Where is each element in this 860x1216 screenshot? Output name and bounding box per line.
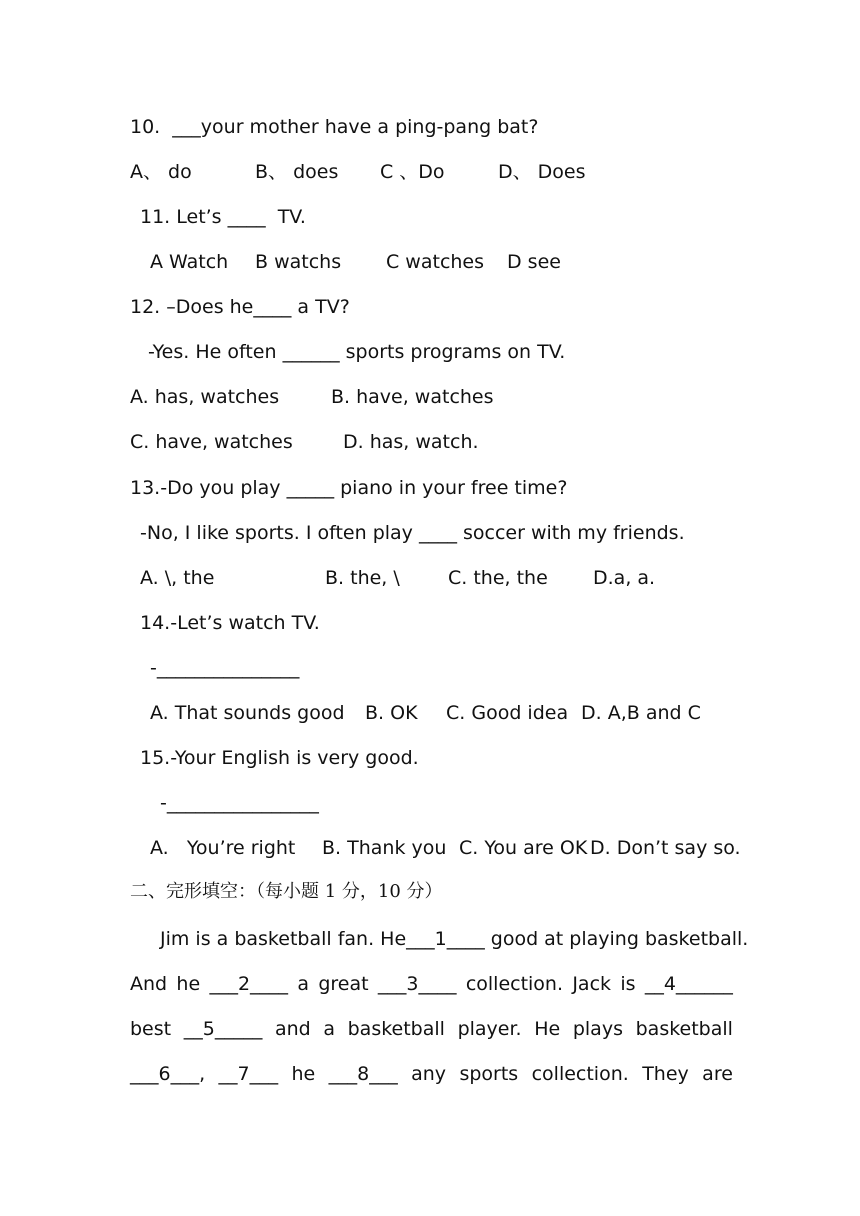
- passage-blank-6: ___6___,: [130, 1063, 206, 1085]
- question-12-option-a: A. has, watches: [130, 386, 280, 408]
- question-13-option-a: A. \, the: [140, 567, 215, 589]
- passage-word: are: [702, 1063, 733, 1085]
- passage-word: They: [642, 1063, 689, 1085]
- passage-word: a: [297, 973, 310, 995]
- section-2-heading: 二、完形填空：（每小题 1 分，10 分）: [130, 881, 443, 902]
- passage-word: basketball: [347, 1018, 445, 1040]
- question-12-option-c: C. have, watches: [130, 431, 293, 453]
- question-12-stem: 12. –Does he____ a TV?: [130, 296, 350, 318]
- question-14-option-d: D. A,B and C: [581, 702, 701, 724]
- question-14-answer-line: -_______________: [150, 657, 300, 679]
- passage-word: sports: [459, 1063, 519, 1085]
- passage-word: He: [534, 1018, 561, 1040]
- question-10-option-a: A、 do: [130, 161, 192, 183]
- question-10-stem: 10. ___your mother have a ping-pang bat?: [130, 116, 539, 138]
- question-12-response: -Yes. He often ______ sports programs on TV.: [148, 341, 566, 363]
- passage-word: player.: [457, 1018, 522, 1040]
- question-15-option-d: D. Don’t say so.: [590, 837, 741, 859]
- passage-blank-4: __4______: [644, 973, 733, 995]
- question-10-option-c: C 、Do: [380, 161, 445, 183]
- passage-word: collection.: [531, 1063, 629, 1085]
- passage-line-2: [130, 972, 733, 996]
- question-13-stem: 13.-Do you play _____ piano in your free time?: [130, 477, 568, 499]
- question-11-option-c: C watches: [386, 251, 485, 273]
- passage-word: basketball: [635, 1018, 733, 1040]
- question-11-stem: 11. Let’s ____ TV.: [140, 206, 306, 228]
- passage-blank-5: __5_____: [183, 1018, 263, 1040]
- question-14-stem: 14.-Let’s watch TV.: [140, 612, 320, 634]
- passage-word: collection.: [465, 973, 564, 995]
- question-15-stem: 15.-Your English is very good.: [140, 747, 419, 769]
- passage-word: he: [291, 1063, 316, 1085]
- passage-line-1: Jim is a basketball fan. He___1____ good at playing basketball.: [160, 928, 749, 950]
- passage-word: any: [411, 1063, 447, 1085]
- question-11-option-a: A Watch: [150, 251, 229, 273]
- passage-word: great: [318, 973, 369, 995]
- passage-word: he: [176, 973, 201, 995]
- passage-word: Jack: [572, 973, 612, 995]
- question-13-option-d: D.a, a.: [593, 567, 656, 589]
- question-12-option-d: D. has, watch.: [343, 431, 479, 453]
- passage-word: and: [274, 1018, 311, 1040]
- passage-line-4: [130, 1062, 733, 1086]
- question-14-option-b: B. OK: [365, 702, 418, 724]
- question-15-option-c: C. You are OK: [459, 837, 588, 859]
- question-15-option-a: A. You’re right: [150, 837, 296, 859]
- passage-word: a: [323, 1018, 335, 1040]
- passage-word: plays: [572, 1018, 623, 1040]
- question-13-option-b: B. the, \: [325, 567, 400, 589]
- question-11-option-b: B watchs: [255, 251, 342, 273]
- passage-word: best: [130, 1018, 172, 1040]
- question-15-answer-line: -________________: [160, 792, 319, 814]
- passage-word: And: [130, 973, 168, 995]
- question-14-option-c: C. Good idea: [446, 702, 569, 724]
- question-13-response: -No, I like sports. I often play ____ soccer with my friends.: [140, 522, 685, 544]
- question-10-option-b: B、 does: [255, 161, 339, 183]
- passage-blank-8: ___8___: [328, 1063, 398, 1085]
- question-13-option-c: C. the, the: [448, 567, 548, 589]
- question-15-option-b: B. Thank you: [322, 837, 447, 859]
- passage-blank-3: ___3____: [377, 973, 457, 995]
- passage-blank-2: ___2____: [209, 973, 289, 995]
- question-12-option-b: B. have, watches: [331, 386, 494, 408]
- question-11-option-d: D see: [507, 251, 561, 273]
- question-10-option-d: D、 Does: [498, 161, 586, 183]
- passage-line-3: [130, 1017, 733, 1041]
- passage-blank-7: __7___: [218, 1063, 279, 1085]
- question-14-option-a: A. That sounds good: [150, 702, 345, 724]
- passage-word: is: [620, 973, 636, 995]
